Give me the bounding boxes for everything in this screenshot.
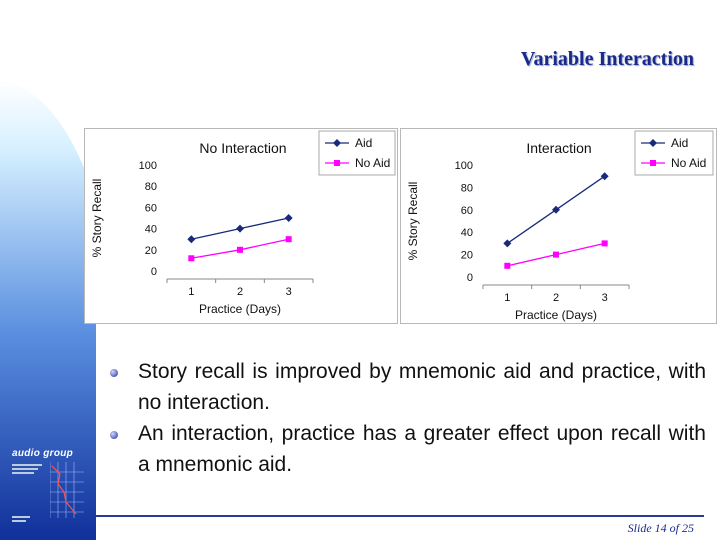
y-tick-label: 100 — [138, 160, 157, 172]
logo-brand-text: audio group — [12, 448, 74, 459]
chart-interaction-svg — [401, 129, 716, 323]
bullet-icon — [110, 369, 118, 377]
bullet-item — [110, 356, 706, 418]
x-tick-label: 1 — [188, 286, 195, 298]
legend-marker — [650, 160, 656, 166]
logo-graph-icon — [50, 462, 84, 518]
y-tick-label: 100 — [454, 160, 473, 172]
bullet-icon — [110, 431, 118, 439]
chart-no-interaction-svg — [85, 129, 397, 323]
chart-title: No Interaction — [199, 140, 287, 156]
y-tick-label: 60 — [144, 202, 157, 215]
chart-title: Interaction — [526, 140, 592, 156]
legend-marker — [334, 160, 340, 166]
data-point — [552, 206, 560, 214]
slide-number: Slide 14 of 25 — [627, 521, 694, 535]
data-point — [601, 172, 609, 180]
legend-label: Aid — [355, 136, 373, 150]
y-tick-label: 0 — [466, 272, 473, 284]
y-tick-label: 20 — [460, 249, 473, 262]
y-tick-label: 0 — [150, 266, 157, 278]
data-point — [504, 263, 510, 269]
x-axis-label: Practice (Days) — [514, 308, 598, 322]
y-tick-label: 60 — [460, 204, 473, 217]
bullet-item — [110, 418, 706, 480]
y-tick-label: 20 — [144, 244, 157, 257]
data-point — [553, 252, 559, 258]
data-point — [236, 225, 244, 233]
y-tick-label: 80 — [144, 181, 157, 194]
data-point — [286, 236, 292, 242]
y-axis-label: % Story Recall — [90, 178, 104, 258]
y-tick-label: 40 — [460, 227, 473, 240]
bullet-text: An interaction, practice has a greater effect upon recall with a mnemonic aid. — [138, 422, 706, 476]
x-axis-label: Practice (Days) — [198, 302, 282, 316]
data-point — [602, 240, 608, 246]
bullet-list — [110, 356, 706, 480]
data-point — [503, 239, 511, 247]
footer-divider — [96, 515, 704, 517]
x-tick-label: 3 — [285, 286, 292, 298]
chart-no-interaction — [84, 128, 398, 324]
bullet-text: Story recall is improved by mnemonic aid and practice, with no interaction. — [138, 360, 706, 414]
slide-title: Variable Interaction — [520, 48, 694, 70]
legend-label: No Aid — [355, 156, 391, 170]
x-tick-label: 2 — [552, 292, 560, 304]
chart-interaction — [400, 128, 717, 324]
logo-foot-text — [12, 514, 30, 524]
data-point — [285, 214, 293, 222]
x-tick-label: 2 — [236, 286, 244, 298]
legend-label: Aid — [671, 136, 689, 150]
y-tick-label: 40 — [144, 223, 157, 236]
x-tick-label: 1 — [504, 292, 511, 304]
data-point — [237, 247, 243, 253]
data-point — [187, 235, 195, 243]
x-tick-label: 3 — [601, 292, 608, 304]
logo-subtext — [12, 462, 52, 476]
data-point — [188, 255, 194, 261]
legend-label: No Aid — [671, 156, 707, 170]
audio-group-logo — [12, 448, 84, 528]
y-axis-label: % Story Recall — [406, 181, 420, 261]
y-tick-label: 80 — [460, 182, 473, 195]
